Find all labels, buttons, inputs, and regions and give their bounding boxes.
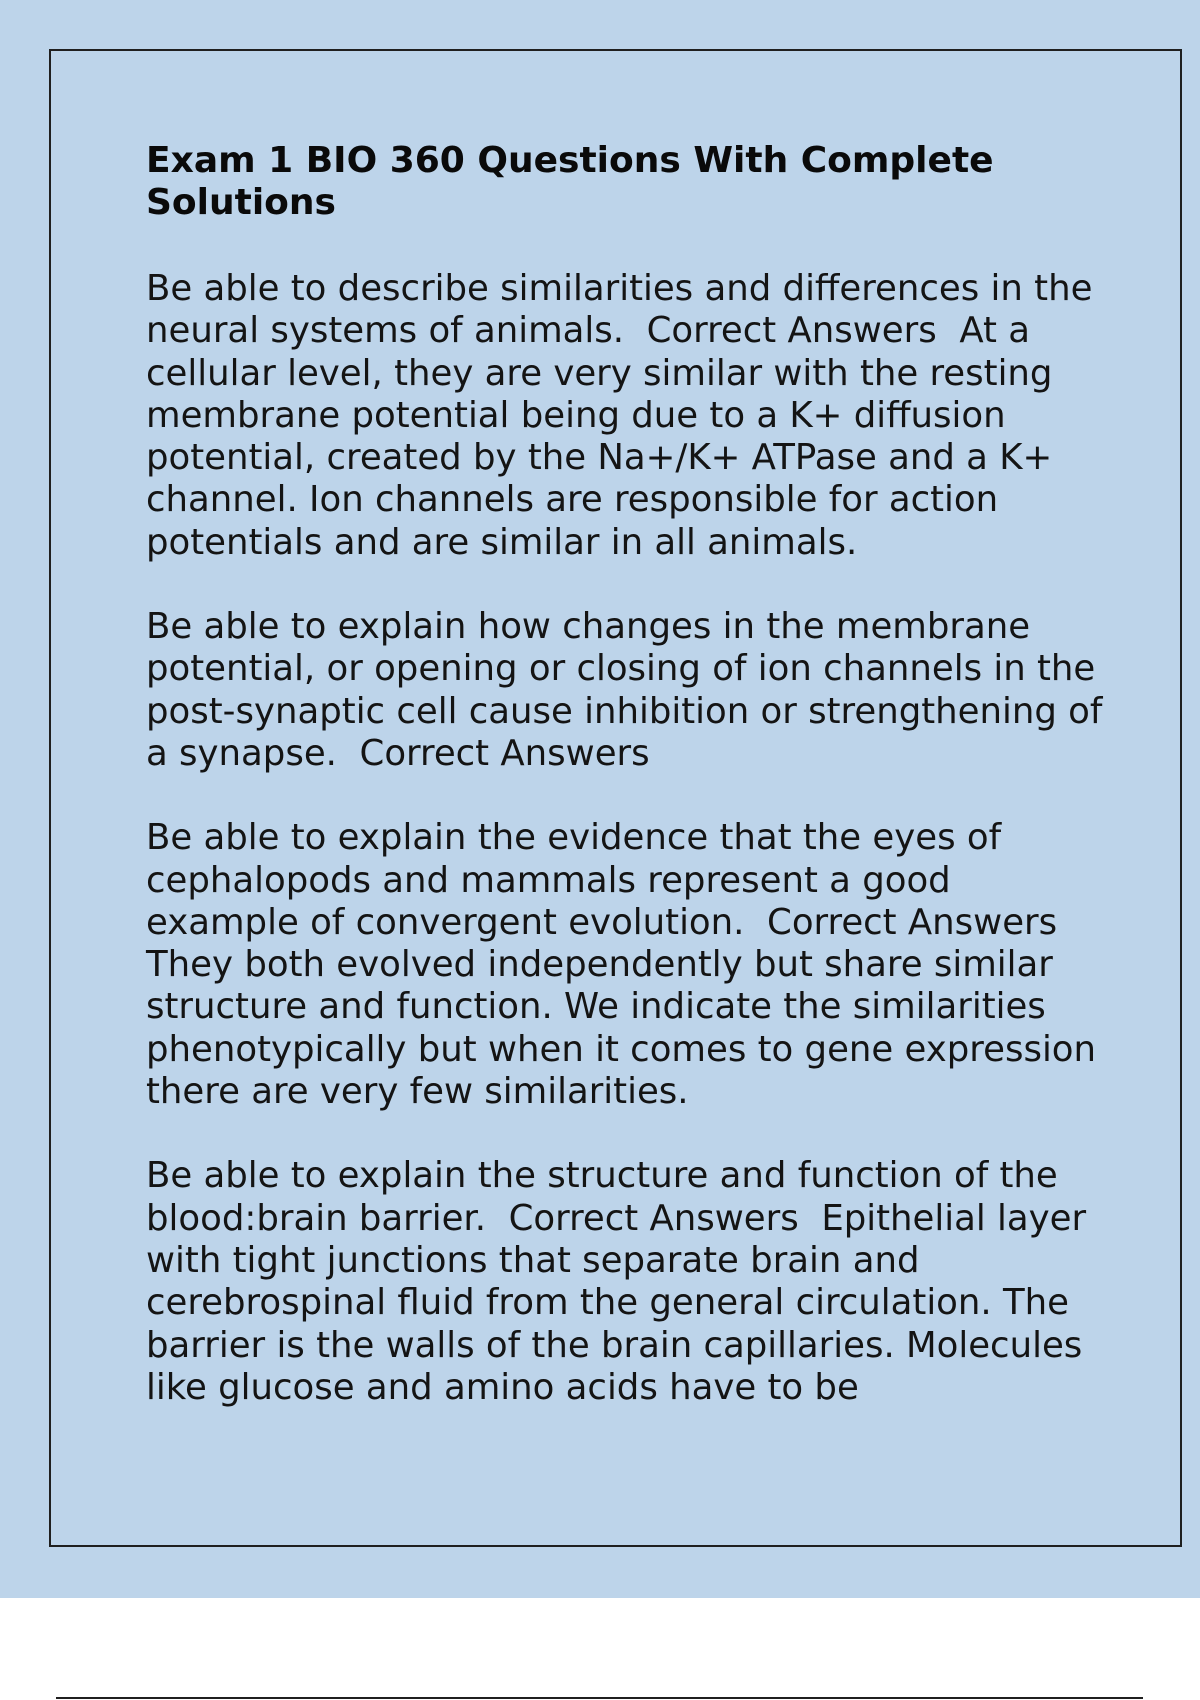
answer-label: Correct Answers [646,310,937,352]
question-text: Be able to describe similarities and differences in the neural systems of animals. [146,268,1104,352]
document-title: Exam 1 BIO 360 Questions With Complete Solutions [146,140,994,223]
answer-label: Correct Answers [359,732,650,774]
qa-entry-4 [146,1155,1106,1409]
answer-text: Epithelial layer with tight junctions that separate brain and cerebrospinal fluid from the general circulation. The barrier is the walls of the brain capillaries. Molecules like glucose and amino acids have to be [146,1197,1098,1408]
answer-label: Correct Answers [508,1197,799,1239]
document-body [146,140,1114,1451]
qa-entry-2 [146,606,1114,775]
answer-text: At a cellular level, they are very similar with the resting membrane potential being due to a K+ diffusion potential, created by the Na+/K+ ATPase and a K+ channel. Ion channels are responsible for action potentials and are similar in all animals. [146,310,1064,563]
question-text: Be able to explain the evidence that the eyes of cephalopods and mammals represent a good example of convergent evolution. [146,817,1013,943]
qa-entry-3 [146,817,1106,1113]
answer-text: They both evolved independently but share similar structure and function. We indicate the similarities phenotypically but when it comes to gene expression there are very few similarities. [146,944,1108,1113]
answer-label: Correct Answers [767,901,1058,943]
qa-entry-1 [146,268,1106,564]
question-text: Be able to explain the structure and function of the blood:brain barrier. [146,1155,1070,1239]
question-text: Be able to explain how changes in the membrane potential, or opening or closing of ion channels in the post-synaptic cell cause inhibition or strengthening of a synapse. [146,606,1114,774]
footer-divider [56,1697,1143,1699]
